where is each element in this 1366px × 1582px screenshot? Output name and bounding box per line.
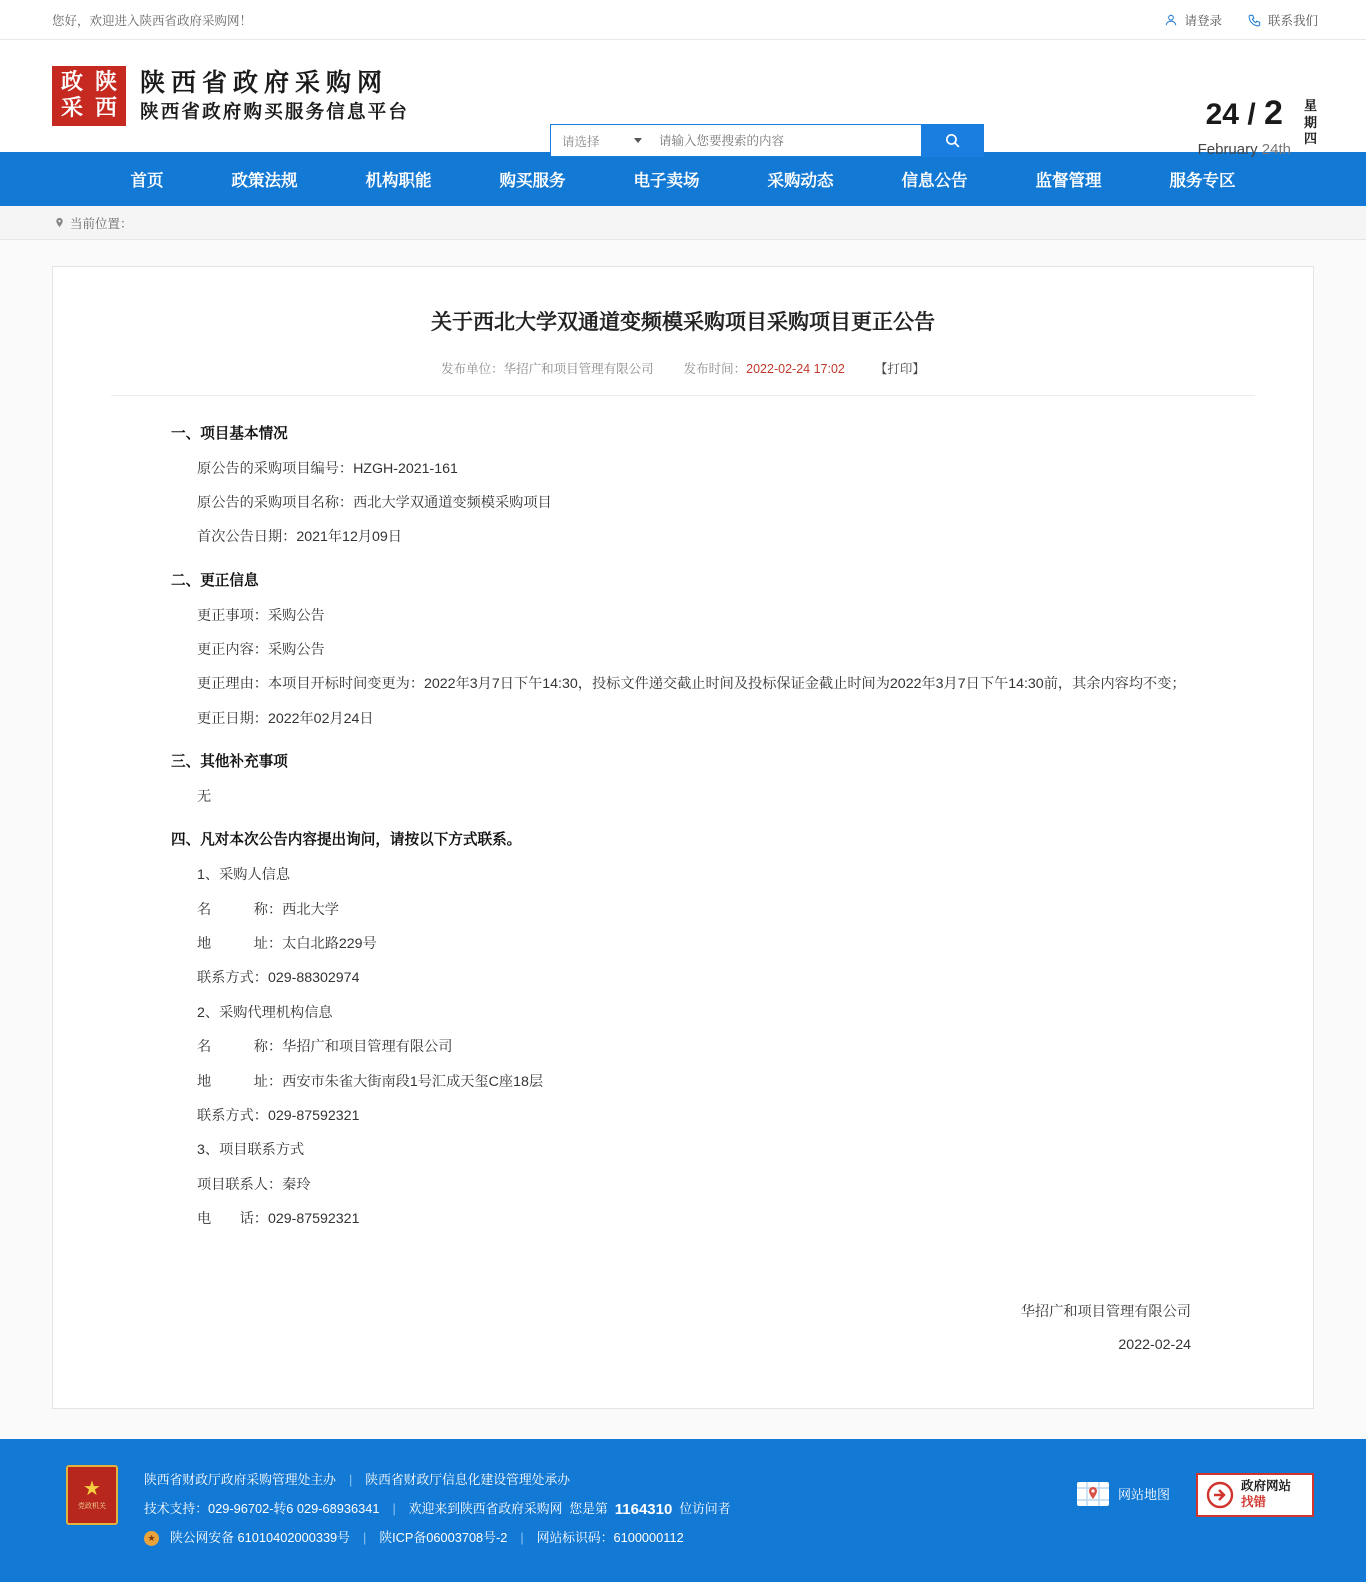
star-icon: ★: [83, 1477, 101, 1500]
footer-police-record[interactable]: 陕公网安备 61010402000339号: [170, 1530, 350, 1545]
doc-time-value: 2022-02-24 17:02: [746, 361, 845, 376]
date-sub: [1198, 141, 1291, 158]
footer-support: 技术支持：029-96702-转6 029-68936341: [144, 1500, 380, 1516]
nav-item-purchase-service[interactable]: 购买服务: [499, 172, 566, 190]
map-icon: [1076, 1479, 1110, 1509]
police-badge-icon: ★: [144, 1531, 159, 1546]
signature-date: 2022-02-24: [1118, 1336, 1191, 1353]
doc-time-label: 发布时间：: [683, 361, 747, 376]
section-heading-3: 三、其他补充事项: [171, 754, 288, 771]
section-1-line-3: 首次公告日期：2021年12月09日: [197, 529, 402, 546]
main-nav: [0, 152, 1366, 206]
footer-row-2: [144, 1494, 1050, 1526]
nav-item-news[interactable]: 采购动态: [767, 172, 834, 190]
footer-divider-3: |: [362, 1530, 367, 1545]
doc-publisher: 发布单位：华招广和项目管理有限公司: [441, 361, 654, 376]
site-title-block: [140, 68, 409, 123]
doc-content: [111, 396, 1255, 1362]
breadcrumb: [0, 206, 1366, 240]
footer-visitor-suffix: 位访问者: [679, 1500, 731, 1516]
doc-signature: [171, 1296, 1215, 1361]
report-arrow-icon: [1205, 1480, 1235, 1510]
section-2-line-4: 更正日期：2022年02月24日: [197, 710, 374, 727]
login-label: 请登录: [1184, 13, 1222, 28]
section-heading-4: 四、凡对本次公告内容提出询问，请按以下方式联系。: [171, 832, 522, 849]
logo-char-1: 陕: [94, 70, 117, 96]
page-title: 关于西北大学双通道变频模采购项目采购项目更正公告: [431, 311, 935, 334]
date-month-en: February: [1197, 141, 1258, 158]
footer-row-3: [144, 1525, 1050, 1552]
doc-time: [684, 359, 845, 377]
nav-item-home[interactable]: 首页: [130, 172, 164, 190]
site-subtitle: 陕西省政府购买服务信息平台: [140, 100, 410, 122]
footer-operator: 陕西省财政厅信息化建设管理处承办: [365, 1471, 571, 1487]
section-4-line-3: 地 址：太白北路229号: [197, 936, 377, 953]
nav-item-functions[interactable]: 机构职能: [365, 172, 432, 190]
section-4-line-11: 电 话：029-87592321: [197, 1210, 360, 1227]
site-logo[interactable]: [52, 66, 409, 126]
footer-welcome: 欢迎来到陕西省政府采购网: [408, 1500, 563, 1516]
footer-divider-1: |: [348, 1471, 353, 1487]
date-numbers: [1198, 96, 1291, 130]
welcome-text: 您好，欢迎进入陕西省政府采购网！: [52, 13, 253, 28]
footer-host: 陕西省财政厅政府采购管理处主办: [144, 1471, 336, 1487]
search-bar: [550, 124, 984, 157]
date-widget: [1198, 96, 1318, 158]
nav-item-announcements[interactable]: 信息公告: [901, 172, 968, 190]
footer-site-code: 网站标识码：6100000112: [536, 1530, 684, 1545]
site-footer: [0, 1439, 1366, 1582]
logo-mark-icon: [52, 66, 126, 126]
section-4-line-10: 项目联系人：秦玲: [197, 1176, 311, 1193]
section-4-line-7: 地 址：西安市朱雀大街南段1号汇成天玺C座18层: [197, 1073, 544, 1090]
section-3-line-1: 无: [197, 789, 212, 806]
report-error-button[interactable]: [1196, 1473, 1314, 1517]
section-4-line-6: 名 称：华招广和项目管理有限公司: [197, 1039, 453, 1056]
section-4-line-5: 2、采购代理机构信息: [197, 1004, 333, 1021]
top-bar: [0, 0, 1366, 40]
section-heading-1: 一、项目基本情况: [171, 425, 288, 442]
date-day: 24: [1205, 98, 1239, 131]
government-emblem-icon: [66, 1465, 118, 1525]
section-4-line-4: 联系方式：029-88302974: [197, 970, 360, 987]
contact-label: 联系我们: [1267, 13, 1318, 28]
report-label-line2: 找错: [1241, 1494, 1267, 1509]
search-icon: [944, 132, 961, 149]
section-2-line-1: 更正事项：采购公告: [197, 607, 325, 624]
date-weekday: 星期四: [1303, 98, 1317, 147]
signature-org: 华招广和项目管理有限公司: [1020, 1304, 1191, 1321]
report-error-label: [1241, 1479, 1291, 1510]
print-button[interactable]: 【打印】: [874, 361, 925, 376]
section-2-line-2: 更正内容：采购公告: [197, 641, 325, 658]
logo-char-0: 政: [60, 70, 83, 96]
visitor-count: 1164310: [614, 1500, 673, 1518]
section-heading-2: 二、更正信息: [171, 572, 259, 589]
section-4-line-1: 1、采购人信息: [197, 867, 291, 884]
section-4-line-8: 联系方式：029-87592321: [197, 1107, 360, 1124]
date-slash: /: [1247, 98, 1256, 131]
login-link[interactable]: [1164, 11, 1222, 29]
section-4-line-2: 名 称：西北大学: [197, 901, 339, 918]
site-header: [0, 40, 1366, 158]
footer-info: [144, 1465, 1050, 1552]
user-icon: [1164, 13, 1178, 27]
footer-divider-4: |: [520, 1530, 524, 1545]
location-pin-icon: [54, 216, 65, 229]
date-day-ordinal: 24th: [1261, 141, 1291, 158]
announcement-card: [52, 266, 1314, 1409]
nav-item-service-zone[interactable]: 服务专区: [1169, 172, 1236, 190]
logo-char-2: 采: [60, 96, 83, 122]
footer-visitor-prefix: 您是第: [569, 1500, 608, 1516]
search-button[interactable]: [921, 125, 983, 156]
footer-divider-2: |: [392, 1500, 396, 1516]
section-1-line-1: 原公告的采购项目编号：HZGH-2021-161: [197, 460, 458, 477]
sitemap-link[interactable]: [1076, 1465, 1170, 1509]
section-1-line-2: 原公告的采购项目名称：西北大学双通道变频模采购项目: [197, 494, 552, 511]
site-name: 陕西省政府采购网: [140, 69, 389, 98]
sitemap-label: 网站地图: [1117, 1487, 1170, 1503]
search-category-select[interactable]: [551, 125, 651, 156]
date-main: [1198, 96, 1291, 158]
doc-meta: [111, 359, 1255, 396]
nav-item-supervision[interactable]: 监督管理: [1035, 172, 1102, 190]
nav-item-policy[interactable]: 政策法规: [231, 172, 298, 190]
footer-row-1: [144, 1467, 1050, 1494]
top-bar-actions: [1164, 11, 1318, 29]
breadcrumb-label: 当前位置：: [70, 216, 133, 231]
chevron-down-icon: [634, 138, 642, 143]
date-month-num: 2: [1264, 94, 1283, 132]
report-label-line1: 政府网站: [1241, 1479, 1292, 1494]
logo-char-3: 西: [94, 96, 117, 122]
phone-icon: [1248, 13, 1262, 27]
footer-icp[interactable]: 陕ICP备06003708号-2: [379, 1530, 508, 1545]
emblem-label: 党政机关: [78, 1502, 106, 1510]
search-input[interactable]: [651, 125, 921, 156]
contact-link[interactable]: [1248, 11, 1318, 29]
page-body: [0, 240, 1366, 1439]
search-category-label: 请选择: [562, 134, 600, 149]
nav-item-emall[interactable]: 电子卖场: [633, 172, 700, 190]
section-4-line-9: 3、项目联系方式: [197, 1142, 305, 1159]
section-2-line-3: 更正理由：本项目开标时间变更为：2022年3月7日下午14:30，投标文件递交截止时间及投标保证金截止时间为2022年3月7日下午14:30前，其余内容均不变；: [197, 676, 1186, 693]
